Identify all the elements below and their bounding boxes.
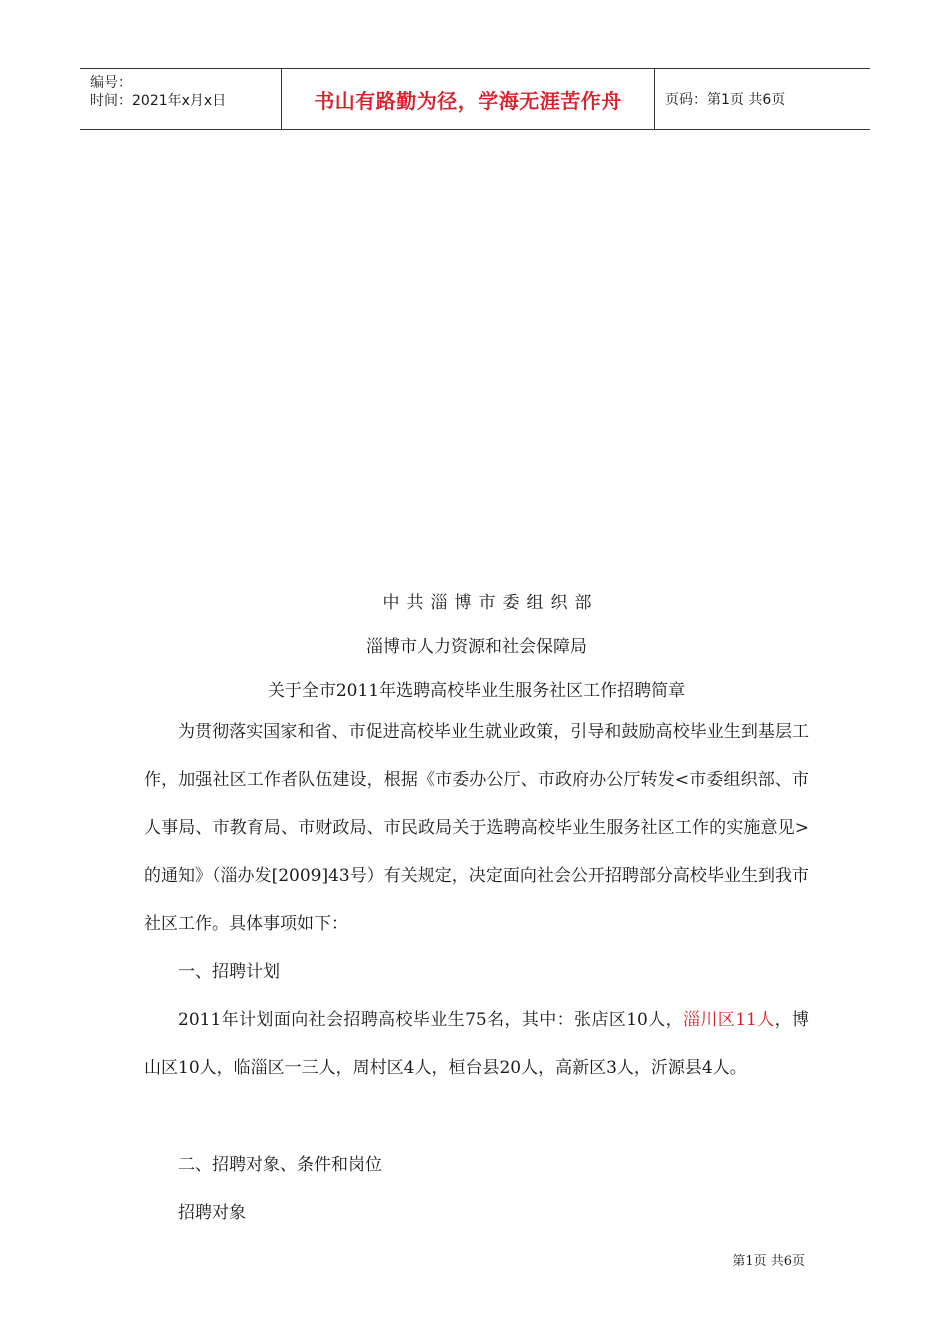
plan-highlight-text: 淄川区11人 [683,1010,775,1030]
plan-text-part1: 2011年计划面向社会招聘高校毕业生75名，其中：张店区10人， [178,1010,684,1030]
section-heading-recruitment-plan: 一、招聘计划 [178,962,280,982]
document-code-label: 编号： [90,75,132,91]
header-meta-cell [80,69,282,129]
subsection-heading-recruitment-target: 招聘对象 [178,1203,246,1223]
header-motto-cell [282,69,655,129]
document-header [80,68,870,130]
document-title: 关于全市2011年选聘高校毕业生服务社区工作招聘简章 [267,681,686,701]
intro-paragraph: 为贯彻落实国家和省、市促进高校毕业生就业政策，引导和鼓励高校毕业生到基层工作，加强社区工作者队伍建设，根据《市委办公厅、市政府办公厅转发<市委组织部、市人事局、市教育局、市财政局、市民政局关于选聘高校毕业生服务社区工作的实施意见>的通知》（淄办发[2009]43号）有关规定，决定面向社会公开招聘部分高校毕业生到我市社区工作。具体事项如下： [144,722,809,934]
header-page-number: 页码：第1页 共6页 [665,92,786,108]
footer-page-number: 第1页 共6页 [732,1254,805,1269]
issuing-organization-2: 淄博市人力资源和社会保障局 [366,637,587,657]
issuing-organization-1: 中共淄博市委组织部 [382,593,599,613]
plan-text-part2: ，博山区10人，临淄区一三人，周村区4人，桓台县20人，高新区3人，沂源县4人。 [144,1010,809,1078]
header-page-cell [655,69,870,129]
section-heading-recruitment-targets: 二、招聘对象、条件和岗位 [178,1155,382,1175]
recruitment-plan-paragraph [144,996,809,1092]
header-motto: 书山有路勤为径，学海无涯苦作舟 [314,88,622,113]
document-time-label: 时间：2021年x月x日 [90,93,227,109]
